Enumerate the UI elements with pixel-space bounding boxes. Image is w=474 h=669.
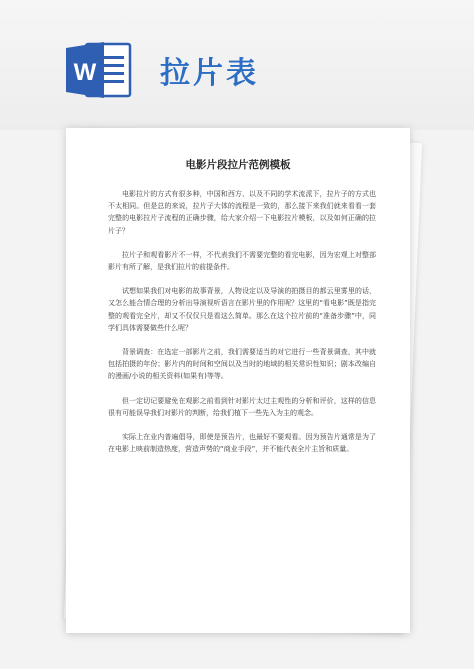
paragraph-4: 背景调查：在选定一部影片之前，我们需要适当的对它进行一些背景调查，其中就包括拍摄的年份；影片内的时间和空间以及当时的地域的相关常识性知识；剧本改编自的漫画/小说的相关资料(如果有)等等。	[108, 348, 376, 381]
paragraph-3: 试想如果我们对电影的故事背景，人物设定以及导演的拍摄目的都云里雾里的话，又怎么能合情合理的分析出导演视听语言在影片里的作用呢？这里的“看电影”既是指完整的观看完全片，却又不仅仅只是看这么简单。那么在这个拉片前的“准备步骤”中，同学们具体需要做些什么呢？	[108, 287, 376, 332]
page-title: 拉片表	[160, 56, 259, 91]
document-body	[108, 188, 376, 467]
document-title: 电影片段拉片范例模板	[185, 159, 291, 171]
header-band	[0, 0, 474, 130]
paragraph-5: 但一定切记要避免在观影之前看到针对影片太过主观性的分析和评价，这样的信息很有可能误导我们对影片的判断，给我们植下一些先入为主的观念。	[108, 396, 376, 417]
paragraph-6: 实际上在业内普遍倡导，即使是预告片，也最好不要观看。因为预告片通常是为了在电影上映前制造热度，营造声势的“商业手段”，并不能代表全片主旨和质量。	[108, 433, 376, 454]
paragraph-2: 拉片子和观看影片不一样，不代表我们不需要完整的看完电影，因为宏观上对整部影片有所了解，是我们拉片的前提条件。	[108, 250, 376, 272]
document-page	[66, 128, 410, 633]
word-logo-letter: W	[73, 59, 97, 86]
word-logo-icon	[64, 38, 134, 102]
paragraph-1: 电影拉片的方式有很多种，中国和西方、以及不同的学术流派下，拉片子的方式也不太相同。但是总的来说，拉片子大体的流程是一致的，那么接下来我们就来看看一套完整的电影拉片子流程的正确步骤，给大家介绍一下电影拉片模板，以及如何正确的拉片子？	[108, 190, 376, 235]
